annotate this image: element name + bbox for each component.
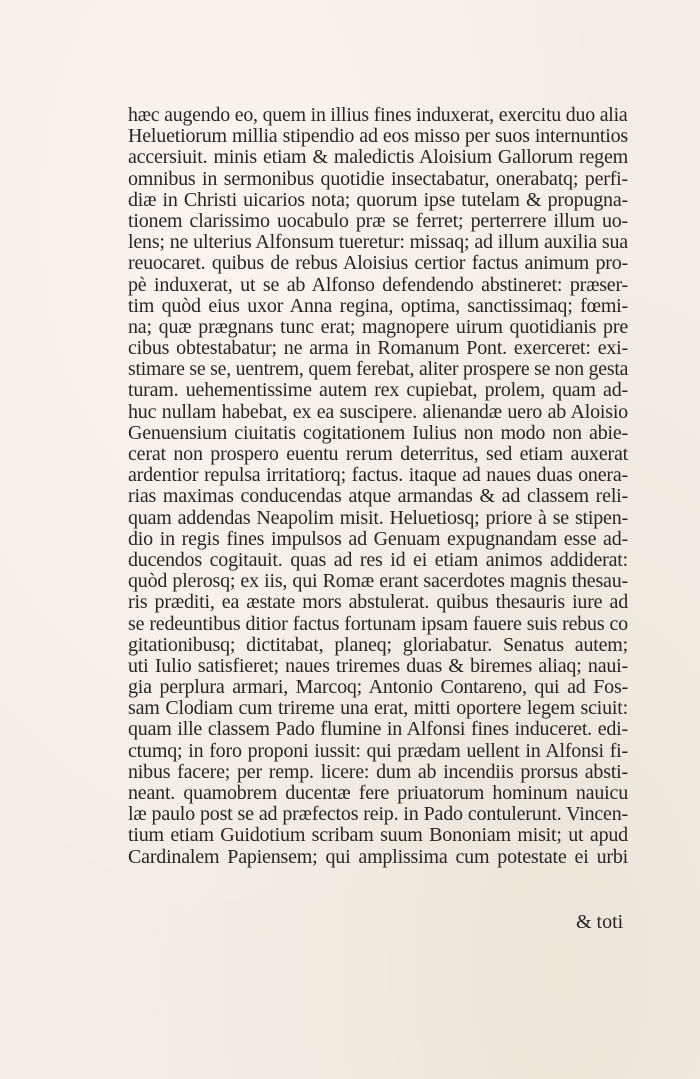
- text-line: ducendos cogitauit. quas ad res id ei etiam animos addiderat:: [128, 548, 628, 571]
- text-line: quam ille classem Pado flumine in Alfonsi fines induceret. edi-: [128, 718, 628, 741]
- text-line: sam Clodiam cum trireme una erat, mitti oportere legem sciuit:: [128, 697, 628, 720]
- text-line: hæc augendo eo, quem in illius fines induxerat, exercitu duo alia: [128, 104, 628, 126]
- text-line: se redeuntibus ditior factus fortunam ipsam fauere suis rebus co: [128, 612, 628, 635]
- text-line: nibus facere; per remp. licere: dum ab incendiis prorsus absti-: [128, 760, 628, 783]
- text-line: quòd plerosq; ex iis, qui Romæ erant sacerdotes magnis thesau-: [128, 570, 628, 593]
- text-line: ctumq; in foro proponi iussit: qui prædam uellent in Alfonsi fi-: [128, 739, 628, 762]
- body-text: [128, 105, 628, 868]
- text-line: turam. uehementissime autem rex cupiebat, prolem, quam ad-: [128, 379, 628, 402]
- text-line: dio in regis fines impulsos ad Genuam expugnandam esse ad-: [128, 527, 628, 550]
- text-line: læ paulo post se ad præfectos reip. in Pado contulerunt. Vincen-: [128, 803, 628, 826]
- text-line: cerat non prospero euentu rerum deterritus, sed etiam auxerat: [128, 443, 628, 465]
- text-line: lens; ne ulterius Alfonsum tueretur: missaq; ad illum auxilia sua: [128, 231, 628, 254]
- text-line: gia perplura armari, Marcoq; Antonio Contareno, qui ad Fos-: [128, 676, 628, 699]
- text-line: pè induxerat, ut se ab Alfonso defendendo abstineret: præser-: [128, 273, 628, 296]
- text-line: Genuensium ciuitatis cogitationem Iulius non modo non abie-: [128, 421, 628, 444]
- text-line: gitationibusq; dictitabat, planeq; gloriabatur. Senatus autem;: [128, 633, 628, 656]
- text-line: quam addendas Neapolim misit. Heluetiosq; priore à se stipen-: [128, 506, 628, 529]
- text-line: diæ in Christi uicarios nota; quorum ipse tutelam & propugna-: [128, 188, 628, 211]
- text-line: omnibus in sermonibus quotidie insectabatur, onerabatq; perfi-: [128, 167, 628, 190]
- text-line: tim quòd eius uxor Anna regina, optima, sanctissimaq; fœmi-: [128, 294, 628, 317]
- text-line: uti Iulio satisfieret; naues triremes duas & biremes aliaq; naui-: [128, 654, 628, 677]
- text-line: Cardinalem Papiensem; qui amplissima cum potestate ei urbi: [128, 845, 628, 868]
- text-line: tium etiam Guidotium scribam suum Bononiam misit; ut apud: [128, 824, 628, 847]
- text-line: ardentior repulsa irritatiorq; factus. itaque ad naues duas onera-: [128, 464, 628, 487]
- text-line: Heluetiorum millia stipendio ad eos misso per suos internuntios: [128, 125, 628, 148]
- catchword: & toti: [576, 911, 624, 933]
- text-line: accersiuit. minis etiam & maledictis Aloisium Gallorum regem: [128, 146, 628, 169]
- text-line: rias maximas conducendas atque armandas & ad classem reli-: [128, 485, 628, 508]
- text-line: cibus obtestabatur; ne arma in Romanum Pont. exerceret: exi-: [128, 337, 628, 360]
- text-line: tionem clarissimo uocabulo præ se ferret; perterrere illum uo-: [128, 209, 628, 232]
- text-line: neant. quamobrem ducentæ fere priuatorum hominum nauicu: [128, 782, 628, 804]
- text-line: na; quæ prægnans tunc erat; magnopere uirum quotidianis pre: [128, 315, 628, 338]
- text-line: stimare se se, uentrem, quem ferebat, aliter prospere se non gesta: [128, 358, 629, 381]
- text-line: huc nullam habebat, ex ea suscipere. alienandæ uero ab Aloisio: [128, 400, 628, 423]
- text-line: ris præditi, ea æstate mors abstulerat. quibus thesauris iure ad: [128, 591, 628, 614]
- text-line: reuocaret. quibus de rebus Aloisius certior factus animum pro-: [128, 252, 628, 275]
